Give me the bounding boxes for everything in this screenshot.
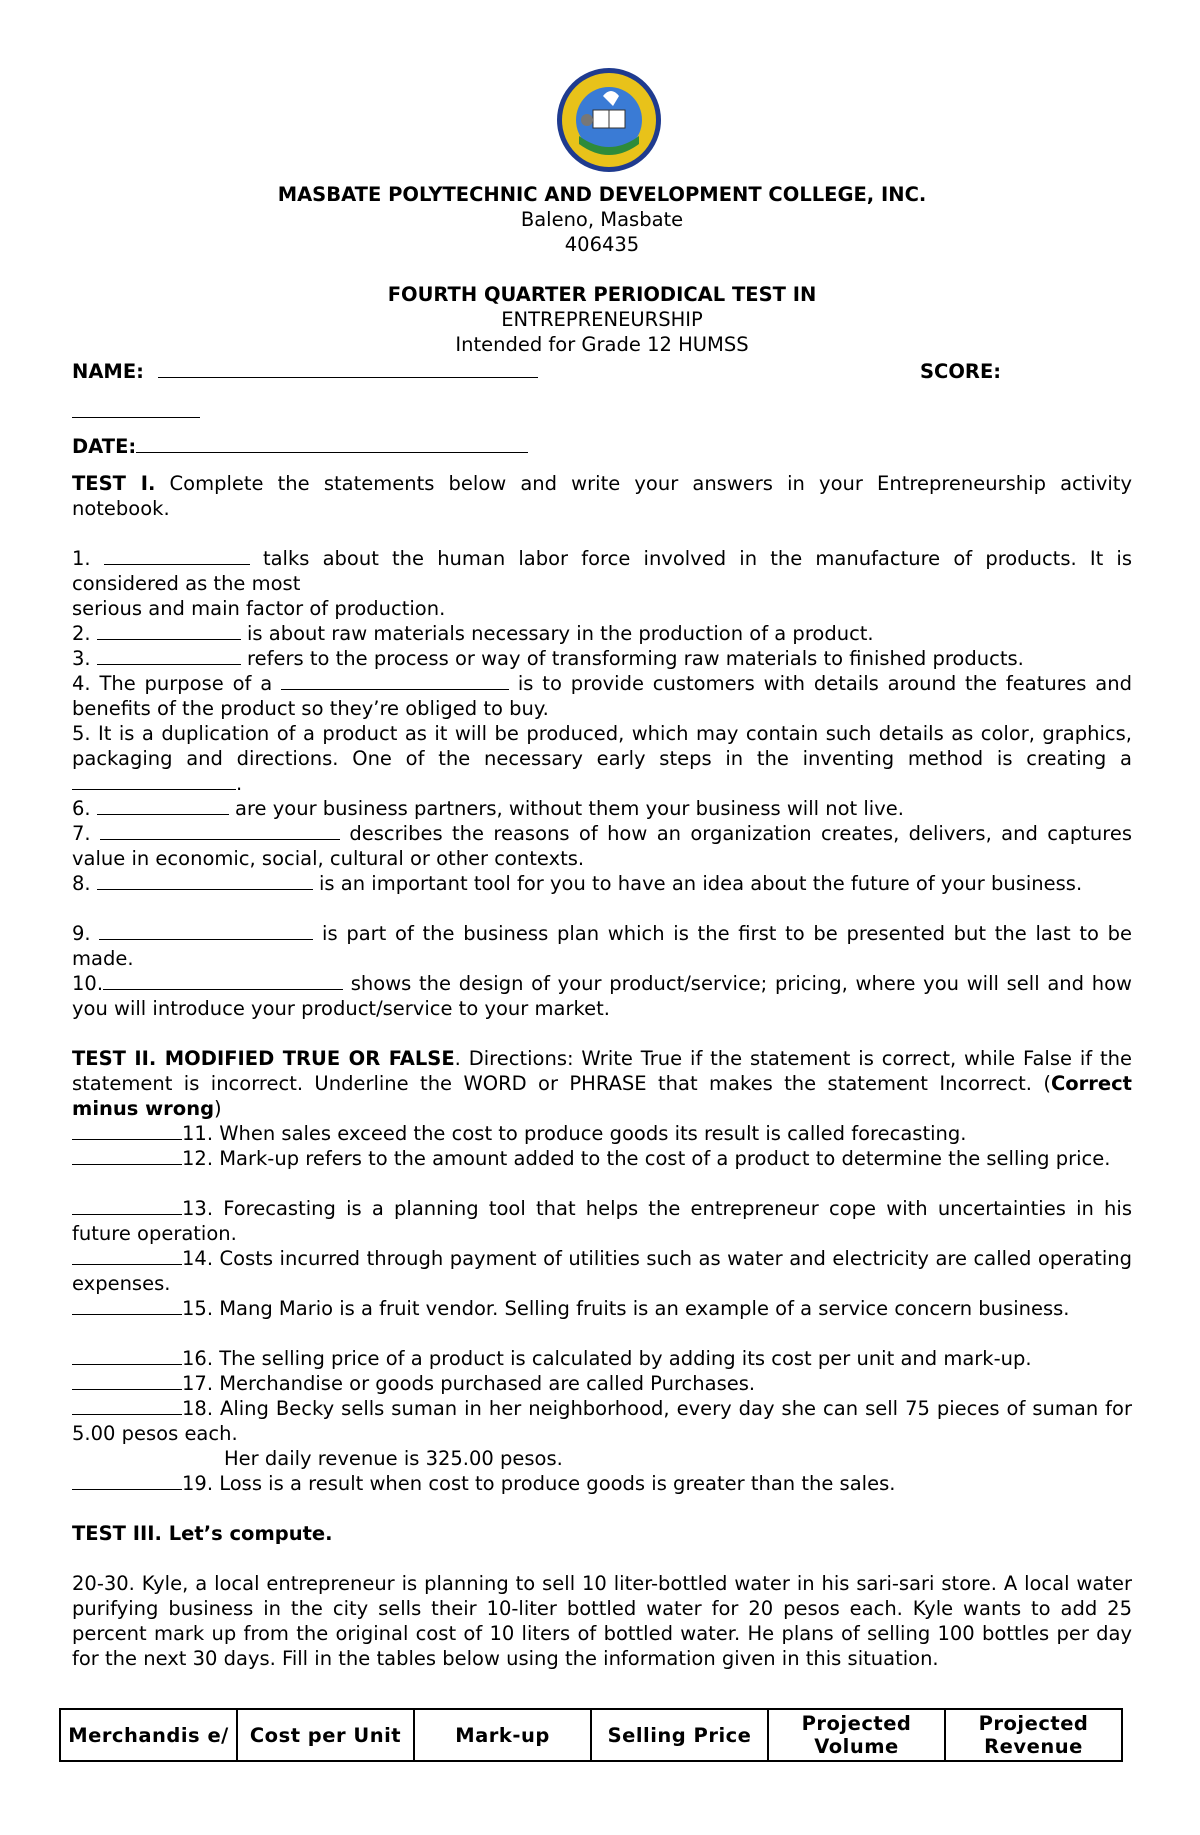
answer-blank[interactable]	[97, 646, 241, 665]
test2-directions	[72, 1046, 1132, 1121]
test2-item-14	[72, 1246, 1132, 1296]
test2-heading: TEST II. MODIFIED TRUE OR FALSE	[72, 1047, 455, 1070]
name-label: NAME:	[72, 360, 144, 383]
test2-item-12	[72, 1146, 1132, 1171]
table-header: Mark-up	[414, 1709, 591, 1761]
answer-blank[interactable]	[72, 1296, 182, 1315]
test1-item-6	[72, 796, 1132, 821]
test-title: FOURTH QUARTER PERIODICAL TEST IN	[387, 283, 817, 306]
item-text: 15. Mang Mario is a fruit vendor. Selling fruits is an example of a service concern business.	[182, 1297, 1070, 1320]
date-field-row	[72, 434, 1132, 459]
item-text: 11. When sales exceed the cost to produce goods its result is called forecasting.	[182, 1122, 967, 1145]
test2-item-16	[72, 1346, 1132, 1371]
answer-blank[interactable]	[72, 1471, 182, 1490]
test1-item-9	[72, 921, 1132, 971]
table-header: Merchandis e/	[60, 1709, 237, 1761]
item-text: is about raw materials necessary in the production of a product.	[247, 622, 874, 645]
answer-blank[interactable]	[72, 1121, 182, 1140]
item-text: are your business partners, without them your business will not live.	[235, 797, 904, 820]
item-number: 2.	[72, 622, 91, 645]
item-number: 1.	[72, 547, 91, 570]
test2-bold-note: Correct minus wrong	[72, 1072, 1132, 1120]
item-text: is an important tool for you to have an idea about the future of your business.	[319, 872, 1083, 895]
answer-blank[interactable]	[72, 1246, 182, 1265]
test1-item-5	[72, 721, 1132, 796]
name-blank[interactable]	[158, 359, 538, 378]
score-label: SCORE:	[920, 360, 1002, 383]
date-label: DATE:	[72, 435, 137, 458]
school-address: Baleno, Masbate	[520, 208, 684, 231]
test1-heading: TEST I.	[72, 472, 156, 495]
answer-blank[interactable]	[72, 1196, 182, 1215]
item-text: shows the design of your product/service; pricing, where you will sell and how you will introduce your product/service to your market.	[72, 972, 1132, 1020]
item-text: is to provide customers with details around the features and benefits of the product so they’re obliged to buy.	[72, 672, 1132, 720]
table-header-row	[60, 1709, 1122, 1761]
test2-item-19	[72, 1471, 1132, 1496]
answer-blank[interactable]	[72, 771, 236, 790]
item-number: 3.	[72, 647, 91, 670]
test2-close-paren: )	[214, 1097, 222, 1120]
table-header: Cost per Unit	[237, 1709, 414, 1761]
answer-blank[interactable]	[72, 1371, 182, 1390]
test2-item-18-cont: Her daily revenue is 325.00 pesos.	[224, 1447, 563, 1470]
item-number: 10.	[72, 972, 104, 995]
test1-item-4	[72, 671, 1132, 721]
item-text: 17. Merchandise or goods purchased are called Purchases.	[182, 1372, 756, 1395]
intended-for: Intended for Grade 12 HUMSS	[455, 333, 749, 356]
item-text: 16. The selling price of a product is calculated by adding its cost per unit and mark-up.	[182, 1347, 1032, 1370]
item-text: is part of the business plan which is the first to be presented but the last to be made.	[72, 922, 1133, 970]
score-blank[interactable]	[72, 399, 200, 418]
item-number: 4. The purpose of a	[72, 672, 273, 695]
item-text: talks about the human labor force involved in the manufacture of products. It is considered as the most	[72, 547, 1132, 595]
date-blank[interactable]	[136, 434, 528, 453]
answer-blank[interactable]	[99, 921, 313, 940]
answer-blank[interactable]	[103, 971, 343, 990]
item-text: refers to the process or way of transforming raw materials to finished products.	[247, 647, 1024, 670]
answer-blank[interactable]	[97, 871, 313, 890]
answer-blank[interactable]	[97, 621, 241, 640]
item-number: 6.	[72, 797, 91, 820]
name-field-row	[72, 359, 1132, 384]
table-header: Projected Revenue	[945, 1709, 1122, 1761]
test2-item-17	[72, 1371, 1132, 1396]
test3-heading: TEST III. Let’s compute.	[72, 1522, 333, 1545]
item-text: 19. Loss is a result when cost to produce goods is greater than the sales.	[182, 1472, 896, 1495]
test3-problem: 20-30. Kyle, a local entrepreneur is planning to sell 10 liter-bottled water in his sari-sari store. A local water purifying business in the city sells their 10-liter bottled water for 20 pesos each. Kyle wants to add 25 percent mark up from the original cost of 10 liters of bottled water. He plans of selling 100 bottles per day for the next 30 days. Fill in the tables below using the information given in this situation.	[72, 1572, 1132, 1670]
test1-directions	[72, 471, 1132, 521]
answer-blank[interactable]	[100, 821, 340, 840]
item-number: 8.	[72, 872, 91, 895]
test2-item-11	[72, 1121, 1132, 1146]
test1-item-1	[72, 546, 1132, 596]
test2-item-13	[72, 1196, 1132, 1246]
computation-table	[59, 1708, 1123, 1762]
item-text: describes the reasons of how an organization creates, delivers, and captures value in economic, social, cultural or other contexts.	[72, 822, 1133, 870]
zip-code: 406435	[564, 233, 640, 256]
item-text: 12. Mark-up refers to the amount added to the cost of a product to determine the selling price.	[182, 1147, 1111, 1170]
test1-item-1-cont: serious and main factor of production.	[72, 597, 446, 620]
table-header: Selling Price	[591, 1709, 768, 1761]
answer-blank[interactable]	[281, 671, 509, 690]
test1-item-3	[72, 646, 1132, 671]
answer-blank[interactable]	[104, 546, 250, 565]
test2-item-15	[72, 1296, 1132, 1321]
test1-item-8	[72, 871, 1132, 896]
test1-item-7	[72, 821, 1132, 871]
item-number: 7.	[72, 822, 91, 845]
answer-blank[interactable]	[72, 1396, 182, 1415]
table-header: Projected Volume	[768, 1709, 945, 1761]
test1-directions-text: Complete the statements below and write your answers in your Entrepreneurship activity notebook.	[72, 472, 1132, 520]
answer-blank[interactable]	[97, 796, 229, 815]
college-seal-logo	[555, 66, 663, 174]
item-text: 13. Forecasting is a planning tool that helps the entrepreneur cope with uncertainties in his future operation.	[72, 1197, 1132, 1245]
item-number: 9.	[72, 922, 91, 945]
test1-item-10	[72, 971, 1132, 1021]
item-text: 14. Costs incurred through payment of utilities such as water and electricity are called operating expenses.	[72, 1247, 1132, 1295]
item-text: 5. It is a duplication of a product as it will be produced, which may contain such details as color, graphics, packaging and directions. One of the necessary early steps in the inventing method is creating a	[72, 722, 1132, 770]
test2-directions-text: . Directions: Write True if the statement is correct, while False if the statement is incorrect. Underline the WORD or PHRASE that makes the statement Incorrect. (	[72, 1047, 1132, 1095]
score-blank-row	[72, 399, 1132, 424]
school-name: MASBATE POLYTECHNIC AND DEVELOPMENT COLLEGE, INC.	[277, 183, 927, 206]
item-text: 18. Aling Becky sells suman in her neighborhood, every day she can sell 75 pieces of suman for 5.00 pesos each.	[72, 1397, 1132, 1445]
answer-blank[interactable]	[72, 1346, 182, 1365]
subject-name: ENTREPRENEURSHIP	[501, 308, 703, 331]
item-text-end: .	[236, 772, 243, 795]
answer-blank[interactable]	[72, 1146, 182, 1165]
test2-item-18	[72, 1396, 1132, 1446]
test1-item-2	[72, 621, 1132, 646]
